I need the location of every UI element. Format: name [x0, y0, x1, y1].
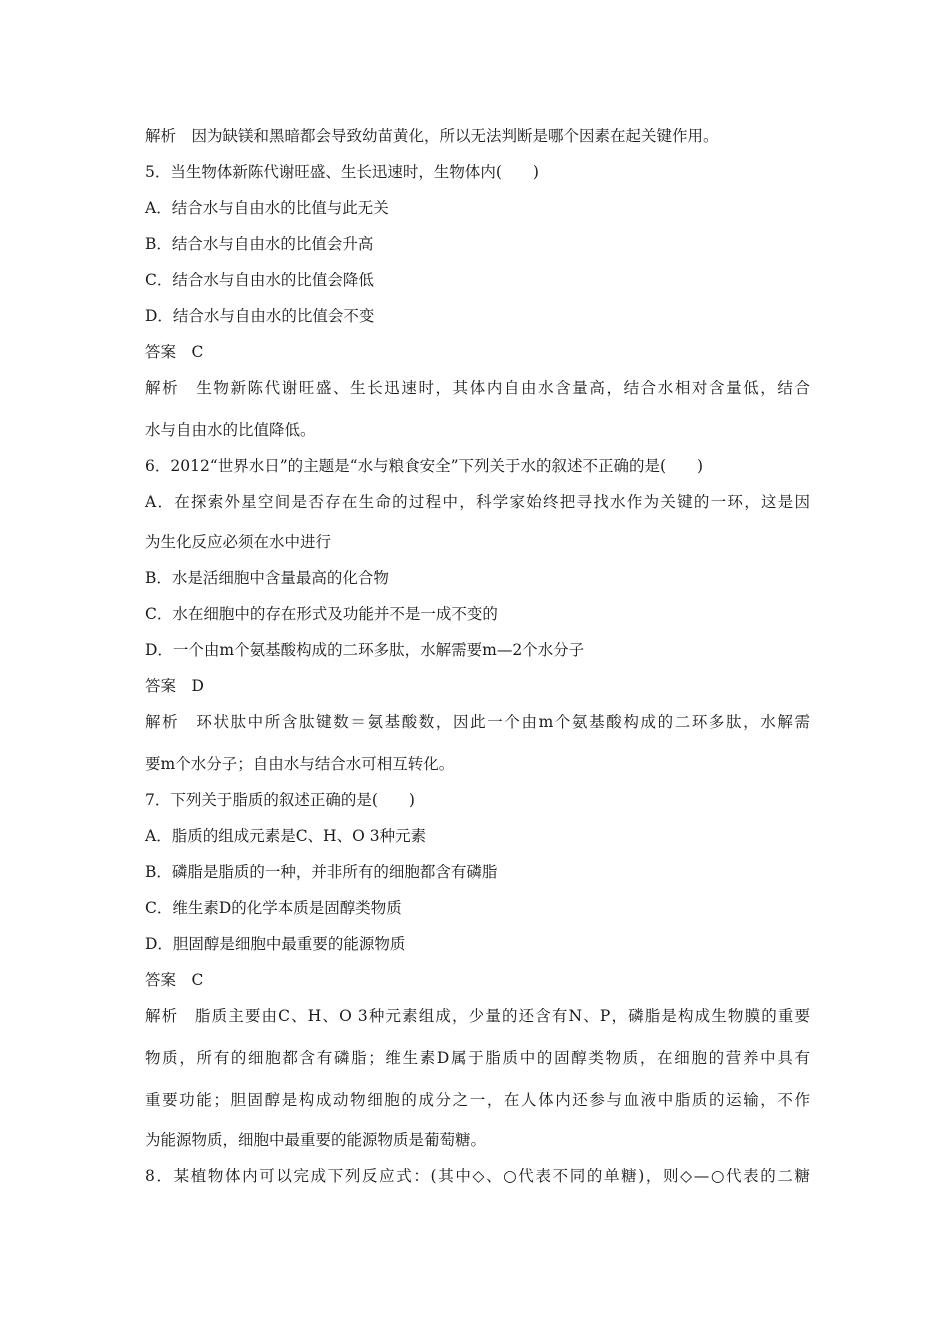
question-7-option-d: D．胆固醇是细胞中最重要的能源物质 — [145, 935, 406, 953]
analysis-q5-line1: 解析 生物新陈代谢旺盛、生长迅速时，其体内自由水含量高，结合水相对含量低，结合 — [145, 379, 810, 397]
analysis-q7-line4: 为能源物质，细胞中最重要的能源物质是葡萄糖。 — [145, 1131, 487, 1149]
question-5-option-b: B．结合水与自由水的比值会升高 — [145, 235, 374, 253]
question-8-stem: 8．某植物体内可以完成下列反应式：(其中◇、○代表不同的单糖)，则◇—○代表的二糖 — [145, 1167, 810, 1185]
question-6-option-a-line1: A．在探索外星空间是否存在生命的过程中，科学家始终把寻找水作为关键的一环，这是因 — [145, 493, 810, 511]
question-7-stem: 7．下列关于脂质的叙述正确的是( ) — [145, 791, 415, 809]
question-5-option-a: A．结合水与自由水的比值与此无关 — [145, 199, 389, 217]
question-7-option-a: A．脂质的组成元素是C、H、O 3种元素 — [145, 827, 427, 845]
question-5-option-c: C．结合水与自由水的比值会降低 — [145, 271, 374, 289]
analysis-q5-line2: 水与自由水的比值降低。 — [145, 421, 316, 439]
question-5-stem: 5．当生物体新陈代谢旺盛、生长迅速时，生物体内( ) — [145, 163, 539, 181]
question-5-option-d: D．结合水与自由水的比值会不变 — [145, 307, 375, 325]
question-7-option-c: C．维生素D的化学本质是固醇类物质 — [145, 899, 402, 917]
answer-q5: 答案 C — [145, 343, 204, 361]
question-6-option-c: C．水在细胞中的存在形式及功能并不是一成不变的 — [145, 605, 498, 623]
analysis-q4: 解析 因为缺镁和黑暗都会导致幼苗黄化，所以无法判断是哪个因素在起关键作用。 — [145, 127, 719, 145]
question-6-option-a-line2: 为生化反应必须在水中进行 — [145, 533, 332, 551]
question-6-stem: 6．2012“世界水日”的主题是“水与粮食安全”下列关于水的叙述不正确的是( ) — [145, 457, 704, 475]
analysis-q6-line1: 解析 环状肽中所含肽键数＝氨基酸数，因此一个由m个氨基酸构成的二环多肽，水解需 — [145, 713, 810, 731]
answer-q6: 答案 D — [145, 677, 204, 695]
analysis-q6-line2: 要m个水分子；自由水与结合水可相互转化。 — [145, 755, 455, 773]
analysis-q7-line1: 解析 脂质主要由C、H、O 3种元素组成，少量的还含有N、P，磷脂是构成生物膜的重要 — [145, 1007, 810, 1025]
answer-q7: 答案 C — [145, 971, 204, 989]
question-6-option-d: D．一个由m个氨基酸构成的二环多肽，水解需要m—2个水分子 — [145, 641, 585, 659]
question-6-option-b: B．水是活细胞中含量最高的化合物 — [145, 569, 389, 587]
analysis-q7-line3: 重要功能；胆固醇是构成动物细胞的成分之一，在人体内还参与血液中脂质的运输，不作 — [145, 1091, 810, 1109]
analysis-q7-line2: 物质，所有的细胞都含有磷脂；维生素D属于脂质中的固醇类物质，在细胞的营养中具有 — [145, 1049, 810, 1067]
question-7-option-b: B．磷脂是脂质的一种，并非所有的细胞都含有磷脂 — [145, 863, 498, 881]
